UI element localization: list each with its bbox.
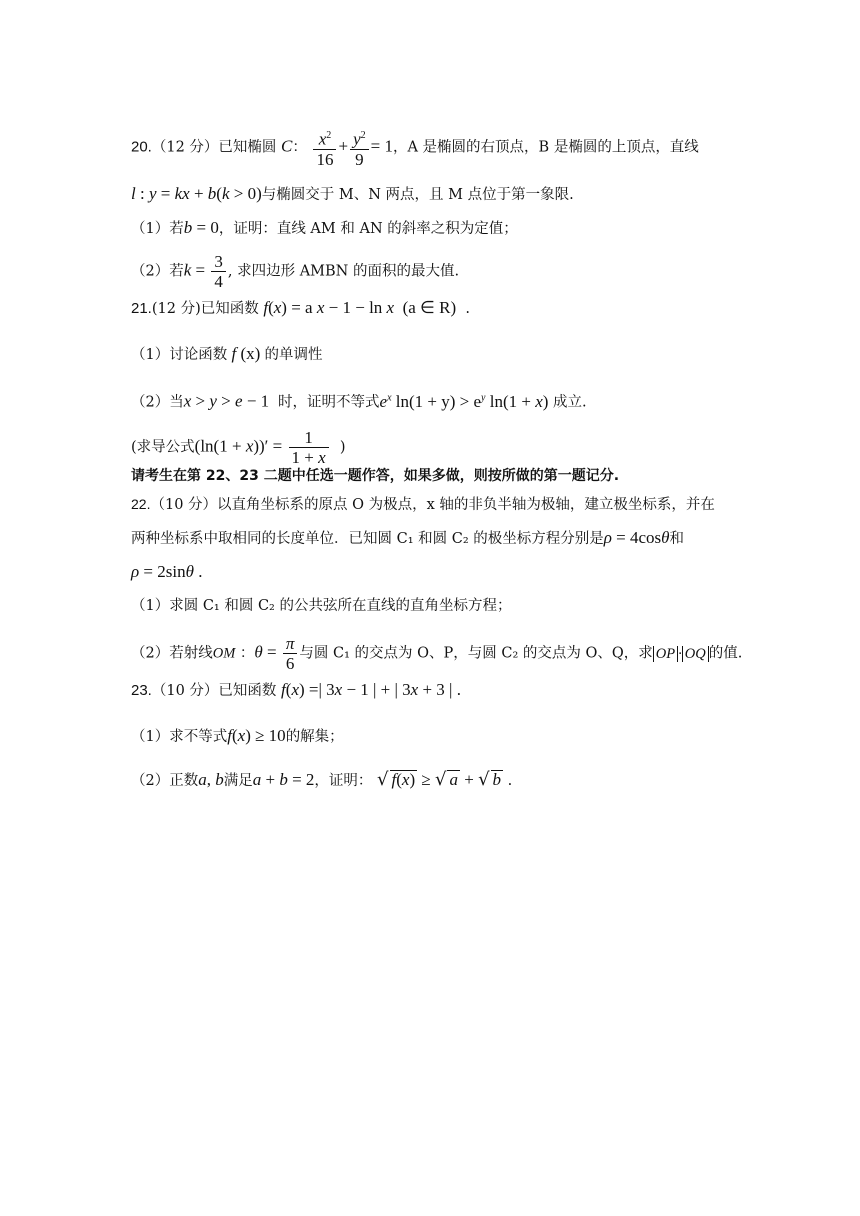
- fraction-pi-6: $\frac{\pi}{6}$: [283, 634, 298, 673]
- problem-22-stem3: [131, 562, 202, 583]
- problem-20-sub2: [131, 252, 459, 291]
- problem-text: 和: [669, 531, 685, 547]
- sub-label: （1）讨论函数: [131, 347, 228, 363]
- problem-text: 与椭圆交于 M、N 两点，且 M 点位于第一象限.: [261, 187, 574, 203]
- problem-number: 21.: [131, 300, 152, 317]
- problem-text: , 求四边形 AMBN 的面积的最大值.: [227, 263, 460, 280]
- problem-text: ，证明：: [314, 773, 373, 789]
- problem-text: 的解集；: [285, 729, 344, 745]
- math-expr: f (x): [231, 344, 265, 363]
- problem-text: 满足: [223, 773, 253, 789]
- problem-21-sub1: [131, 344, 323, 365]
- problem-text: 的单调性: [264, 347, 323, 363]
- math-expr: f(x) ≥ 10: [227, 726, 286, 745]
- line-equation: l : y = kx + b(k > 0): [131, 184, 262, 203]
- problem-21-sub2: [131, 388, 587, 413]
- math-expr: x > y > e − 1: [183, 391, 274, 411]
- problem-text: 已知椭圆: [218, 139, 277, 156]
- problem-number: 20.: [131, 138, 152, 156]
- fraction-1-over-1px: $\frac{1}{1 + x}$: [289, 428, 329, 467]
- fraction-3-4: $\frac{3}{4}$: [211, 252, 226, 291]
- problem-points: （12 分）: [151, 139, 219, 156]
- math-expr: θ =: [254, 642, 281, 662]
- problem-23-sub1: [131, 726, 344, 747]
- math-expr: a + b = 2: [252, 770, 315, 789]
- sub-label: （1）若: [131, 221, 184, 237]
- math-expr: OP · OQ: [653, 646, 709, 662]
- hint-text: ): [339, 439, 346, 456]
- sub-label: （2）当: [131, 394, 184, 411]
- problem-points: (12 分): [151, 301, 201, 317]
- derivative-formula: (ln(1 + x))′ =: [194, 436, 287, 456]
- problem-text: 的值.: [708, 645, 743, 662]
- problem-text: 成立.: [553, 394, 587, 411]
- problem-23-sub2: [131, 770, 512, 791]
- math-expr: ρ = 2sinθ .: [131, 562, 203, 581]
- sub-label: （2）若: [131, 263, 184, 280]
- problem-text: .: [507, 773, 513, 789]
- problem-23-stem: [131, 680, 461, 701]
- problem-text: ，A 是椭圆的右顶点，B 是椭圆的上顶点，直线: [392, 139, 699, 156]
- problem-text: 与圆 C₁ 的交点为 O、P，与圆 C₂ 的交点为 O、Q，求: [299, 645, 653, 662]
- math-expr: k =: [183, 260, 210, 280]
- hint-text: (求导公式: [131, 439, 195, 456]
- sqrt-inequality: √ f(x) ≥ √ a + √ b: [377, 769, 502, 790]
- sub-label: （1）求不等式: [131, 729, 228, 745]
- problem-text: 已知函数: [218, 683, 277, 699]
- function-def: f(x) = a x − 1 − ln x (a ∈ R): [263, 298, 457, 317]
- problem-text: 两种坐标系中取相同的长度单位．已知圆 C₁ 和圆 C₂ 的极坐标方程分别是: [131, 531, 604, 547]
- fraction-x2-16: $\frac{x^2}{16}$: [313, 126, 336, 169]
- problem-text: 已知函数: [200, 301, 259, 317]
- problem-text: ，证明：直线 AM 和 AN 的斜率之积为定值；: [218, 221, 518, 237]
- problem-text: 时，证明不等式: [278, 394, 380, 411]
- problem-22-stem1: [131, 494, 715, 515]
- fraction-y2-9: $\frac{y^2}{9}$: [350, 126, 369, 169]
- problem-22-sub1: （1）求圆 C₁ 和圆 C₂ 的公共弦所在直线的直角坐标方程；: [131, 598, 512, 614]
- function-def: f(x) =| 3x − 1 | + | 3x + 3 | .: [281, 680, 461, 699]
- problem-number: 22.: [131, 496, 151, 512]
- problem-number: 23.: [131, 682, 152, 699]
- problem-20-stem: 20.（12 分）已知椭圆 C： $\frac{x^2}{16}$ + $\frac{y^2}{9}$ = 1，A 是椭圆的右顶点，B 是椭圆的上顶点，直线: [131, 126, 699, 169]
- math-expr: a, b: [198, 770, 224, 789]
- problem-20-line2: [131, 184, 574, 205]
- problem-22-sub2: （2）若射线OM ：θ = $\frac{\pi}{6}$ 与圆 C₁ 的交点为 O、P，与圆 C₂ 的交点为 O、Q，求 OP · OQ 的值.: [131, 634, 743, 673]
- problem-points: （10 分）: [151, 683, 219, 699]
- inequality: $e^x$ $\ln(1 + y) > e^y$ ln(1 + x): [379, 391, 549, 411]
- sub-label: （2）若射线: [131, 645, 213, 662]
- math-expr: OM: [212, 645, 236, 662]
- problem-22-stem2: [131, 528, 684, 549]
- problem-21-stem: 21.(12 分)已知函数 f(x) = a x − 1 − ln x (a ∈ R) .: [131, 298, 470, 317]
- sub-label: （2）正数: [131, 773, 199, 789]
- math-expr: ρ = 4cosθ: [603, 528, 670, 547]
- problem-points: （10 分）: [150, 497, 218, 513]
- math-expr: b = 0: [183, 218, 219, 237]
- elective-notice: 请考生在第 22、23 二题中任选一题作答，如果多做，则按所做的第一题记分.: [131, 468, 620, 484]
- math-var: C: [281, 136, 293, 156]
- problem-21-hint: [131, 428, 346, 467]
- problem-text: 以直角坐标系的原点 O 为极点，x 轴的非负半轴为极轴，建立极坐标系，并在: [217, 497, 715, 513]
- problem-20-sub1: [131, 218, 518, 239]
